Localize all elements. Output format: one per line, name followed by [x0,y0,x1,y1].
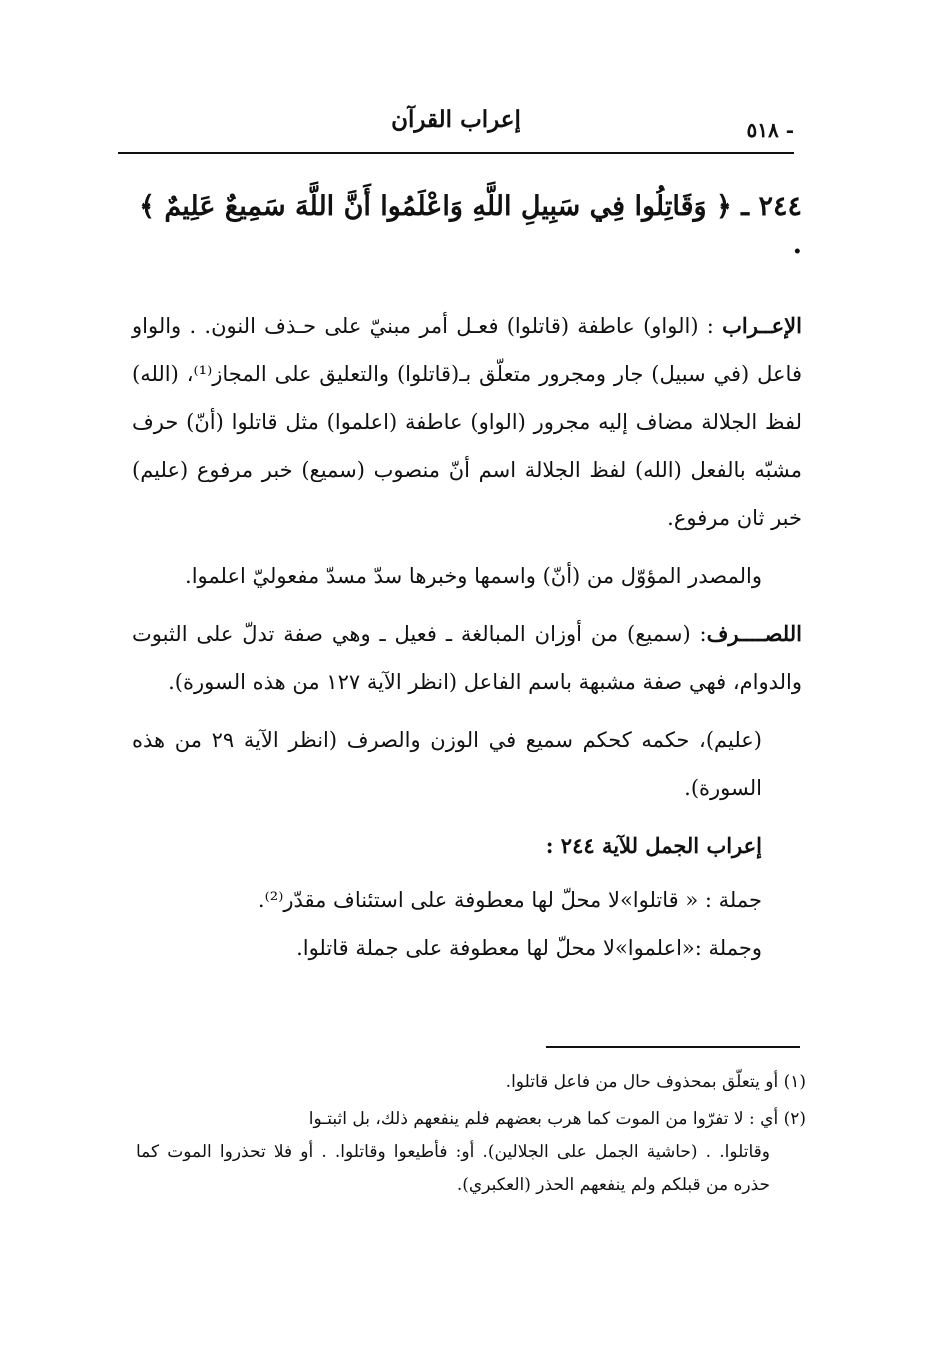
jumal-sentence-2: وجملة :«اعلموا»لا محلّ لها معطوفة على جملة قاتلوا. [296,935,762,960]
quran-verse: ٢٤٤ ـ ﴿ وَقَاتِلُوا فِي سَبِيلِ اللَّهِ وَاعْلَمُوا أَنَّ اللَّهَ سَمِيعٌ عَلِيمٌ ﴾ . [139,191,802,260]
footnote-1: (١) أو يتعلّق بمحذوف حال من فاعل قاتلوا. [505,1072,806,1092]
footnotes [136,1066,806,1206]
jumal-sentence-1: جملة : « قاتلوا»لا محلّ لها معطوفة على استئناف مقدّر⁽²⁾. [257,887,762,912]
page-body [132,170,802,972]
alim-paragraph: (عليم)، حكمه كحكم سميع في الوزن والصرف (انظر الآية ٢٩ من هذه السورة). [132,727,762,800]
footnote-divider [546,1046,800,1048]
i3rab-paragraph [132,302,802,542]
footnote-2 [136,1103,806,1202]
sarf-label: اللصــــرف [706,620,802,646]
footnote-2-continuation: وقاتلوا. . (حاشية الجمل على الجلالين). أو: فأطيعوا وقاتلوا. . أو فلا تحذروا الموت كما حذره من قبلكم ولم ينفعهم الحذر (العكبري). [136,1142,770,1195]
running-title: إعراب القرآن [391,106,521,133]
page-header [118,96,794,152]
sarf-text: : (سميع) من أوزان المبالغة ـ فعيل ـ وهي صفة تدلّ على الثبوت والدوام، فهي صفة مشبهة باسم الفاعل (انظر الآية ١٢٧ من هذه السورة). [132,621,802,694]
masdar-paragraph: والمصدر المؤوّل من (أنّ) واسمها وخبرها سدّ مسدّ مفعوليّ اعلموا. [185,563,762,588]
page-number: - ٥١٨ [746,118,794,142]
i3rab-text: : (الواو) عاطفة (قاتلوا) فعـل أمر مبنيّ على حـذف النون. . والواو فاعل (في سبيل) جار ومجرور متعلّق بـ(قاتلوا) والتعليق على المجاز⁽¹⁾، (الله) لفظ الجلالة مضاف إليه مجرور (الواو) عاطفة (اعلموا) مثل قاتلوا (أنّ) حرف مشبّه بالفعل (الله) لفظ الجلالة اسم أنّ منصوب (سميع) خبر مرفوع (عليم) خبر ثان مرفوع. [132,313,802,530]
footnote-2-first-line: (٢) أي : لا تفرّوا من الموت كما هرب بعضهم فلم ينفعهم ذلك، بل اثبتـوا [308,1109,806,1129]
i3rab-label: الإعــراب [722,312,802,338]
jumal-heading: إعراب الجمل للآية ٢٤٤ : [545,832,762,858]
header-divider [118,152,794,154]
sarf-paragraph [132,610,802,706]
